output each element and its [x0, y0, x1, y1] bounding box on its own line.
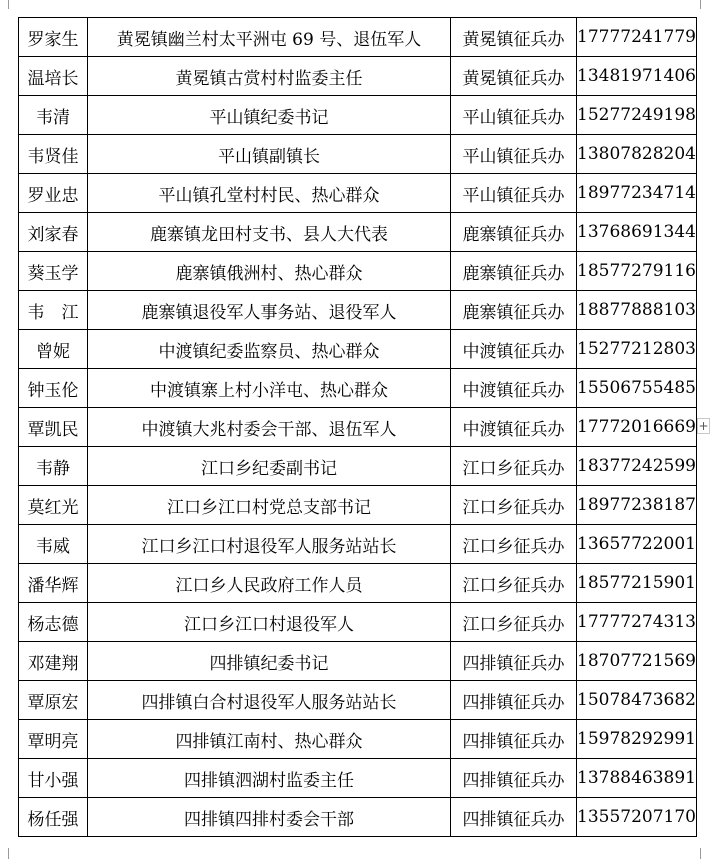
phone-cell: 18877888103 — [577, 291, 697, 330]
table-row — [19, 603, 697, 642]
description-cell: 平山镇副镇长 — [88, 135, 451, 174]
phone-cell: 17777241779 — [577, 18, 697, 57]
office-cell: 江口乡征兵办 — [451, 564, 577, 603]
person-name-cell: 温培长 — [19, 57, 88, 96]
person-name-cell: 曾妮 — [19, 330, 88, 369]
person-name-cell: 甘小强 — [19, 759, 88, 798]
description-cell: 江口乡人民政府工作人员 — [88, 564, 451, 603]
contact-table-body — [19, 18, 697, 837]
table-row — [19, 291, 697, 330]
person-name-cell: 覃凯民 — [19, 408, 88, 447]
phone-cell: 15277249198 — [577, 96, 697, 135]
phone-cell: 13768691344 — [577, 213, 697, 252]
office-cell: 黄冕镇征兵办 — [451, 57, 577, 96]
table-row — [19, 642, 697, 681]
office-cell: 中渡镇征兵办 — [451, 330, 577, 369]
margin-marker-bottom-right — [700, 848, 701, 859]
phone-cell: 17777274313 — [577, 603, 697, 642]
table-row — [19, 18, 697, 57]
phone-cell: 18377242599 — [577, 447, 697, 486]
phone-cell: 15978292991 — [577, 720, 697, 759]
description-cell: 鹿寨镇俄洲村、热心群众 — [88, 252, 451, 291]
description-cell: 平山镇孔堂村村民、热心群众 — [88, 174, 451, 213]
table-row — [19, 486, 697, 525]
office-cell: 四排镇征兵办 — [451, 798, 577, 837]
table-row — [19, 369, 697, 408]
person-name-cell: 罗业忠 — [19, 174, 88, 213]
office-cell: 中渡镇征兵办 — [451, 408, 577, 447]
table-row — [19, 681, 697, 720]
table-row — [19, 525, 697, 564]
office-cell: 平山镇征兵办 — [451, 96, 577, 135]
description-cell: 平山镇纪委书记 — [88, 96, 451, 135]
office-cell: 鹿寨镇征兵办 — [451, 291, 577, 330]
person-name-cell: 潘华辉 — [19, 564, 88, 603]
phone-cell: 13807828204 — [577, 135, 697, 174]
description-cell: 江口乡江口村退役军人服务站站长 — [88, 525, 451, 564]
person-name-cell: 韦贤佳 — [19, 135, 88, 174]
phone-cell: 13788463891 — [577, 759, 697, 798]
table-row — [19, 213, 697, 252]
person-name-cell: 莫红光 — [19, 486, 88, 525]
table-row — [19, 330, 697, 369]
office-cell: 中渡镇征兵办 — [451, 369, 577, 408]
office-cell: 平山镇征兵办 — [451, 174, 577, 213]
table-row — [19, 720, 697, 759]
office-cell: 江口乡征兵办 — [451, 447, 577, 486]
phone-cell: 15506755485 — [577, 369, 697, 408]
person-name-cell: 杨志德 — [19, 603, 88, 642]
office-cell: 鹿寨镇征兵办 — [451, 252, 577, 291]
person-name-cell: 韦清 — [19, 96, 88, 135]
add-row-handle[interactable]: + — [698, 419, 709, 433]
table-row — [19, 759, 697, 798]
description-cell: 中渡镇寨上村小洋屯、热心群众 — [88, 369, 451, 408]
person-name-cell: 杨任强 — [19, 798, 88, 837]
description-cell: 江口乡纪委副书记 — [88, 447, 451, 486]
person-name-cell: 邓建翔 — [19, 642, 88, 681]
margin-marker-top-right — [700, 0, 701, 9]
phone-cell: 15277212803 — [577, 330, 697, 369]
phone-cell: 17772016669 — [577, 408, 697, 447]
description-cell: 四排镇江南村、热心群众 — [88, 720, 451, 759]
person-name-cell: 刘家春 — [19, 213, 88, 252]
table-row — [19, 135, 697, 174]
office-cell: 四排镇征兵办 — [451, 720, 577, 759]
table-row — [19, 447, 697, 486]
person-name-cell: 钟玉伦 — [19, 369, 88, 408]
office-cell: 四排镇征兵办 — [451, 759, 577, 798]
description-cell: 四排镇四排村委会干部 — [88, 798, 451, 837]
office-cell: 江口乡征兵办 — [451, 525, 577, 564]
table-row — [19, 564, 697, 603]
person-name-cell: 韦威 — [19, 525, 88, 564]
phone-cell: 18977234714 — [577, 174, 697, 213]
description-cell: 江口乡江口村党总支部书记 — [88, 486, 451, 525]
description-cell: 黄冕镇幽兰村太平洲屯 69 号、退伍军人 — [88, 18, 451, 57]
person-name-cell: 韦 江 — [19, 291, 88, 330]
description-cell: 鹿寨镇退役军人事务站、退役军人 — [88, 291, 451, 330]
margin-marker-top-left — [8, 0, 9, 9]
office-cell: 鹿寨镇征兵办 — [451, 213, 577, 252]
person-name-cell: 覃原宏 — [19, 681, 88, 720]
table-row — [19, 96, 697, 135]
person-name-cell: 罗家生 — [19, 18, 88, 57]
description-cell: 江口乡江口村退役军人 — [88, 603, 451, 642]
description-cell: 中渡镇大兆村委会干部、退伍军人 — [88, 408, 451, 447]
table-row — [19, 252, 697, 291]
phone-cell: 15078473682 — [577, 681, 697, 720]
person-name-cell: 覃明亮 — [19, 720, 88, 759]
office-cell: 四排镇征兵办 — [451, 642, 577, 681]
description-cell: 四排镇白合村退役军人服务站站长 — [88, 681, 451, 720]
person-name-cell: 葵玉学 — [19, 252, 88, 291]
phone-cell: 18577215901 — [577, 564, 697, 603]
phone-cell: 18577279116 — [577, 252, 697, 291]
contact-table — [18, 17, 697, 837]
description-cell: 四排镇泗湖村监委主任 — [88, 759, 451, 798]
office-cell: 江口乡征兵办 — [451, 603, 577, 642]
description-cell: 黄冕镇古赏村村监委主任 — [88, 57, 451, 96]
office-cell: 四排镇征兵办 — [451, 681, 577, 720]
phone-cell: 18977238187 — [577, 486, 697, 525]
phone-cell: 13657722001 — [577, 525, 697, 564]
phone-cell: 18707721569 — [577, 642, 697, 681]
person-name-cell: 韦静 — [19, 447, 88, 486]
office-cell: 黄冕镇征兵办 — [451, 18, 577, 57]
table-row — [19, 57, 697, 96]
table-row — [19, 798, 697, 837]
office-cell: 江口乡征兵办 — [451, 486, 577, 525]
description-cell: 鹿寨镇龙田村支书、县人大代表 — [88, 213, 451, 252]
margin-marker-bottom-left — [8, 848, 9, 859]
description-cell: 中渡镇纪委监察员、热心群众 — [88, 330, 451, 369]
description-cell: 四排镇纪委书记 — [88, 642, 451, 681]
phone-cell: 13557207170 — [577, 798, 697, 837]
office-cell: 平山镇征兵办 — [451, 135, 577, 174]
phone-cell: 13481971406 — [577, 57, 697, 96]
table-row — [19, 174, 697, 213]
table-row — [19, 408, 697, 447]
